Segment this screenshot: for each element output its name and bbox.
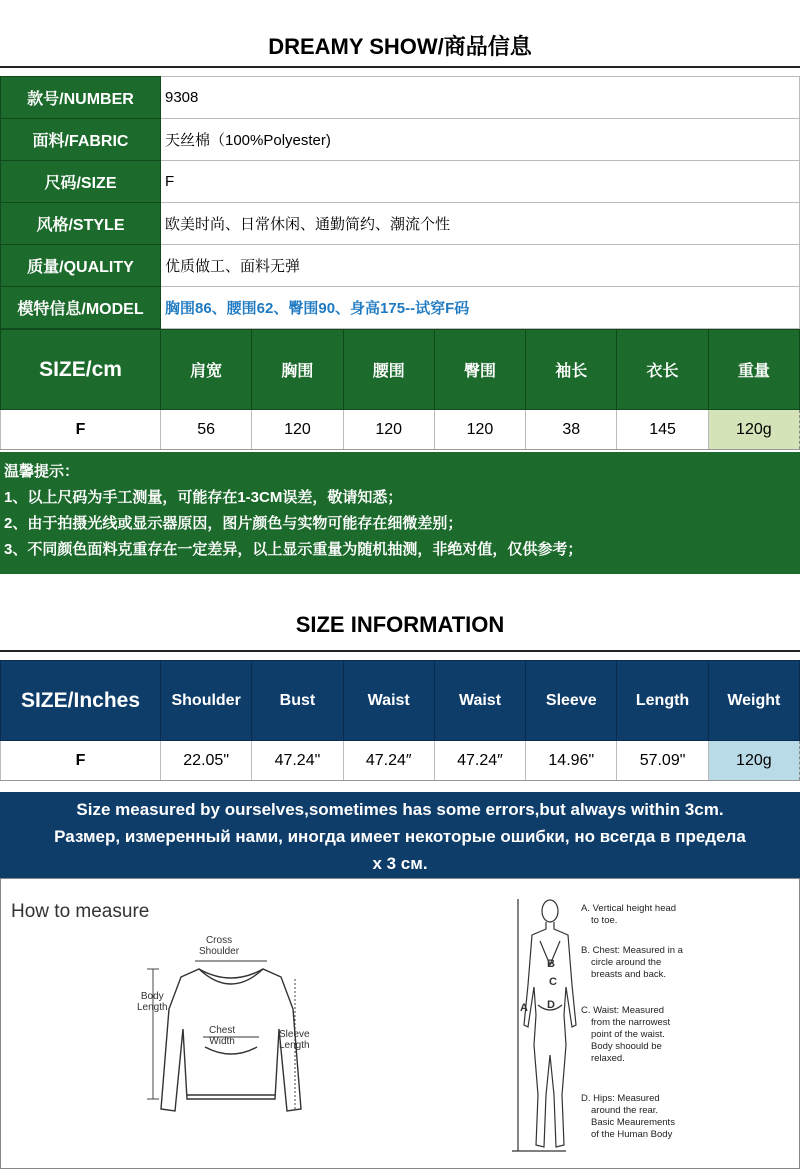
size-cell: 47.24" xyxy=(252,741,343,781)
note-line: 3、不同颜色面料克重存在一定差异，以上显示重量为随机抽测，非绝对值，仅供参考； xyxy=(4,541,583,558)
how-to-measure-panel xyxy=(0,878,800,1169)
info-value: 欧美时尚、日常休闲、通勤简约、潮流个性 xyxy=(161,203,800,245)
size-header-cell: 重量 xyxy=(708,330,799,410)
info-key: 尺码/SIZE xyxy=(1,161,161,203)
info-value: 9308 xyxy=(161,77,800,119)
marker-d: D xyxy=(547,999,555,1011)
section-title-size-info: SIZE INFORMATION xyxy=(295,612,505,637)
size-cell: 47.24″ xyxy=(343,741,434,781)
size-cell: 120 xyxy=(343,410,434,450)
size-header-cell: 袖长 xyxy=(526,330,617,410)
size-header-cell: Weight xyxy=(708,661,799,741)
note-line: 2、由于拍摄光线或显示器原因，图片颜色与实物可能存在细微差别； xyxy=(4,515,463,532)
info-row-size xyxy=(1,161,800,203)
info-value: 优质做工、面料无弹 xyxy=(161,245,800,287)
size-cell: 120 xyxy=(252,410,343,450)
legend-line: Basic Meaurements xyxy=(591,1117,675,1128)
section-title-product-info: DREAMY SHOW/商品信息 xyxy=(268,34,532,59)
legend-line: around the rear. xyxy=(591,1105,659,1116)
size-header-cell: 臀围 xyxy=(434,330,525,410)
legend-b xyxy=(581,945,701,981)
note-line: Размер, измеренный нами, иногда имеет некоторые ошибки, но всегда в предела xyxy=(54,827,746,846)
label-line: Chest xyxy=(209,1025,236,1036)
info-value: 天丝棉（100%Polyester) xyxy=(161,119,800,161)
inch-notes-box xyxy=(0,792,800,878)
note-line: 1、以上尺码为手工测量，可能存在1-3CM误差，敬请知悉； xyxy=(4,489,403,506)
info-key: 模特信息/MODEL xyxy=(1,287,161,329)
label-line: Shoulder xyxy=(199,946,240,957)
label-line: Length xyxy=(137,1002,168,1013)
cross-shoulder-label xyxy=(199,935,239,957)
legend-line: to toe. xyxy=(591,915,618,926)
legend-line: circle around the xyxy=(591,957,662,968)
size-cell: 120 xyxy=(434,410,525,450)
size-cell: 22.05" xyxy=(161,741,252,781)
size-table-cm xyxy=(0,329,800,450)
legend-line: C. Waist: Measured xyxy=(581,1005,665,1016)
info-value-model: 胸围86、腰围62、臀围90、身高175--试穿F码 xyxy=(161,287,800,329)
note-line: х 3 см. xyxy=(372,854,428,873)
size-header-cell: 衣长 xyxy=(617,330,708,410)
info-row-quality xyxy=(1,245,800,287)
legend-line: relaxed. xyxy=(591,1053,625,1064)
label-line: Body xyxy=(140,991,164,1002)
info-row-fabric xyxy=(1,119,800,161)
size-header-cell: Shoulder xyxy=(161,661,252,741)
info-key: 面料/FABRIC xyxy=(1,119,161,161)
size-cell: 57.09" xyxy=(617,741,708,781)
marker-b: B xyxy=(547,958,555,970)
size-cell: 38 xyxy=(526,410,617,450)
legend-line: B. Chest: Measured in a xyxy=(581,945,683,956)
body-figure-diagram xyxy=(506,895,586,1159)
label-line: Sleeve xyxy=(279,1029,310,1040)
size-header-row xyxy=(1,661,800,741)
size-header-cell: Sleeve xyxy=(526,661,617,741)
size-cell: 145 xyxy=(617,410,708,450)
title-divider xyxy=(0,650,800,652)
product-info-table xyxy=(0,76,800,329)
size-cell: F xyxy=(1,410,161,450)
how-to-measure-title: How to measure xyxy=(11,901,150,922)
size-header-cell: SIZE/cm xyxy=(1,330,161,410)
size-cell-weight: 120g xyxy=(708,410,799,450)
info-key: 风格/STYLE xyxy=(1,203,161,245)
body-length-label xyxy=(137,991,168,1013)
sleeve-length-label xyxy=(279,1029,310,1051)
legend-a xyxy=(581,903,701,927)
legend-line: point of the waist. xyxy=(591,1029,665,1040)
size-header-cell: Waist xyxy=(434,661,525,741)
size-table-inches xyxy=(0,660,800,781)
size-header-cell: 腰围 xyxy=(343,330,434,410)
legend-line: of the Human Body xyxy=(591,1129,673,1140)
size-cell-weight: 120g xyxy=(708,741,799,781)
legend-line: A. Vertical height head xyxy=(581,903,677,914)
size-header-cell: Waist xyxy=(343,661,434,741)
size-header-cell: Bust xyxy=(252,661,343,741)
size-header-cell: Length xyxy=(617,661,708,741)
size-header-cell: 胸围 xyxy=(252,330,343,410)
marker-c: C xyxy=(549,976,557,988)
size-cell: 56 xyxy=(161,410,252,450)
legend-c xyxy=(581,1005,701,1065)
label-line: Length xyxy=(279,1040,310,1051)
info-key: 款号/NUMBER xyxy=(1,77,161,119)
size-header-row xyxy=(1,330,800,410)
size-data-row xyxy=(1,741,800,781)
chest-width-label xyxy=(209,1025,235,1047)
size-cell: 14.96" xyxy=(526,741,617,781)
size-header-cell: 肩宽 xyxy=(161,330,252,410)
cm-notes-box xyxy=(0,452,800,574)
legend-line: Body shoould be xyxy=(591,1041,662,1052)
info-value: F xyxy=(161,161,800,203)
legend-line: from the narrowest xyxy=(591,1017,671,1028)
legend-line: D. Hips: Measured xyxy=(581,1093,660,1104)
info-row-model xyxy=(1,287,800,329)
title-divider xyxy=(0,66,800,68)
size-cell: 47.24″ xyxy=(434,741,525,781)
legend-d xyxy=(581,1093,701,1141)
size-header-cell: SIZE/Inches xyxy=(1,661,161,741)
note-line: 温馨提示： xyxy=(4,463,80,480)
legend-line: breasts and back. xyxy=(591,969,666,980)
size-data-row xyxy=(1,410,800,450)
label-line: Width xyxy=(209,1036,235,1047)
size-cell: F xyxy=(1,741,161,781)
info-key: 质量/QUALITY xyxy=(1,245,161,287)
label-line: Cross xyxy=(205,935,233,946)
info-row-number xyxy=(1,77,800,119)
marker-a: A xyxy=(520,1002,528,1014)
info-row-style xyxy=(1,203,800,245)
note-line: Size measured by ourselves,sometimes has some errors,but always within 3cm. xyxy=(76,800,724,819)
